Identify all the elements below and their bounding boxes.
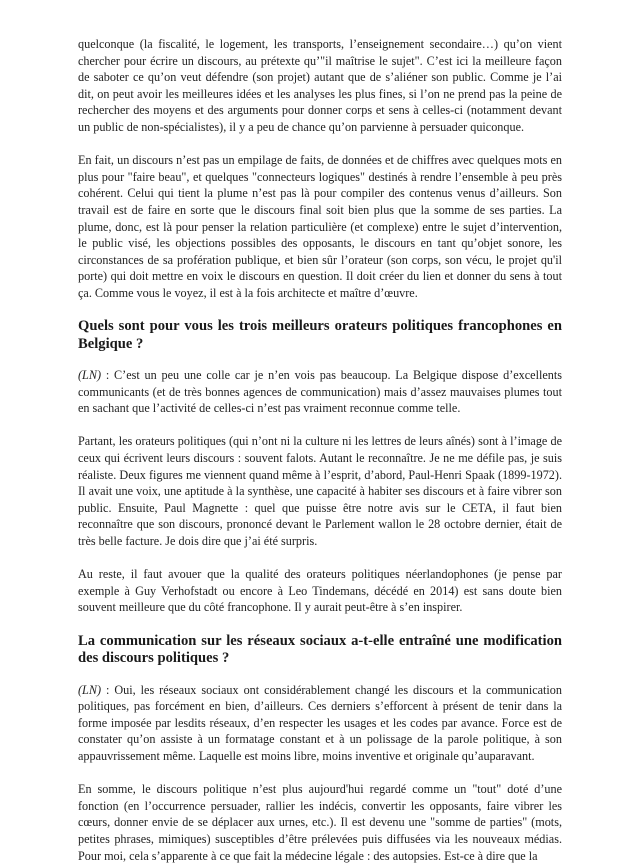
answer-text: : Oui, les réseaux sociaux ont considérablement changé les discours et la communication politiques, pas forcément en bien, d’ailleurs. Ces derniers s’efforcent à présent de tenir dans la forme imposée par lesdits réseaux, d’en respecter les usages et les codes par avance. Force est de constater qu’on assiste à un formatage constant et à un polissage de la parole politique, à son appauvrissement même. Laquelle est moins libre, moins inventive et originale qu’auparavant. xyxy=(78,682,562,763)
paragraph-dutch-speaking-orators: Au reste, il faut avouer que la qualité des orateurs politiques néerlandophones (je pense par exemple à Guy Verhofstadt ou encore à Leo Tindemans, décédé en 2014) est sans doute bien souvent meilleure que du côté francophone. Il y aurait peut-être à s’en inspirer. xyxy=(78,567,562,615)
answer-text: : C’est un peu une colle car je n’en vois pas beaucoup. La Belgique dispose d’excellents communicants (et de très bonnes agences de communication) mais d’assez mauvaises plumes tout en sachant que l’activité de celles-ci n’est pas vraiment reconnue comme telle. xyxy=(78,368,562,416)
paragraph-political-speech-today: En somme, le discours politique n’est plus aujourd'hui regardé comme un "tout" doté d’une fonction (en l’occurrence persuader, rallier les indécis, convertir les opposants, faire vibrer les cœurs, donner envie de se déplacer aux urnes, etc.). Il est devenu une "somme de parties" (mots, petites phrases, mimiques) susceptibles d’être prélevées puis diffusées via les nouveaux médias. Pour moi, cela s’apparente à ce que fait la médecine légale : des autopsies. Est-ce à dire que la xyxy=(78,782,562,863)
answer-paragraph-belgium xyxy=(78,367,562,417)
paragraph-intro-continuation: quelconque (la fiscalité, le logement, les transports, l’enseignement secondaire…) qu’on vient chercher pour écrire un discours, au prétexte qu’"il maîtrise le sujet". C’est ici la meilleure façon de saboter ce qu’on veut défendre (son projet) autant que de s’aliéner son public. Comme je l’ai dit, on peut avoir les meilleures idées et les analyses les plus fines, si l’on ne prend pas la peine de rechercher des moyens et des arguments pour donner corps et sens à celles-ci (notamment devant un public de non-spécialistes), il y a peu de chance qu’on parvienne à persuader quiconque. xyxy=(78,37,562,134)
speaker-initials: (LN) xyxy=(78,368,102,383)
question-heading-best-orators: Quels sont pour vous les trois meilleurs orateurs politiques francophones en Belgique ? xyxy=(78,318,562,352)
paragraph-speech-definition: En fait, un discours n’est pas un empilage de faits, de données et de chiffres avec quelques mots en plus pour "faire beau", et quelques "connecteurs logiques" destinés à rendre l’ensemble à peu près cohérent. Celui qui tient la plume n’est pas là pour compiler des contenus venus d’ailleurs. Son travail est de faire en sorte que le discours final soit bien plus que la somme de ses parties. La plume, donc, est là pour penser la relation particulière (et complexe) entre le sujet d’intervention, le public visé, les objections possibles des opposants, le discours en tant qu’objet sonore, les circonstances de sa profération publique, et bien sûr l’orateur (son corps, son vécu, le projet qu'il porte) qui doit mettre en voix le discours en question. Il doit créer du lien et donner du sens à tout ça. Comme vous le voyez, il est à la fois architecte et maître d’œuvre. xyxy=(78,153,562,300)
answer-paragraph-social-networks xyxy=(78,682,562,765)
speaker-initials: (LN) xyxy=(78,682,102,697)
paragraph-orators-figures: Partant, les orateurs politiques (qui n’ont ni la culture ni les lettres de leurs aînés) sont à l’image de ceux qui écrivent leurs discours : souvent falots. Autant le reconnaître. Je ne me défile pas, je suis réaliste. Deux figures me viennent quand même à l’esprit, d’abord, Paul-Henri Spaak (1899-1972). Il avait une voix, une aptitude à la synthèse, une capacité à habiter ses discours et à faire vibrer son public. Ensuite, Paul Magnette : quel que puisse être notre avis sur le CETA, il faut bien reconnaître que son discours, prononcé devant le Parlement wallon le 28 octobre dernier, était de très belle facture. Je dois dire que j’ai été surpris. xyxy=(78,434,562,549)
question-heading-social-networks: La communication sur les réseaux sociaux a-t-elle entraîné une modification des discours politiques ? xyxy=(78,632,562,667)
document-page xyxy=(78,36,562,864)
